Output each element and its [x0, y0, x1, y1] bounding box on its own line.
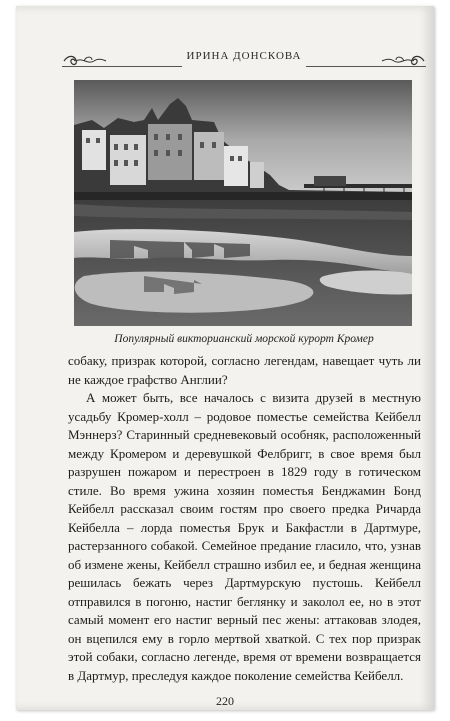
- body-text: [68, 352, 421, 685]
- running-title: ИРИНА ДОНСКОВА: [186, 50, 302, 62]
- running-header: [62, 46, 426, 68]
- right-flourish-ornament-icon: [380, 54, 426, 68]
- page-number: 220: [216, 694, 234, 708]
- figure-caption: Популярный викторианский морской курорт Кромер: [114, 333, 374, 345]
- header-rule-left: [62, 66, 182, 67]
- book-page: [16, 6, 434, 710]
- seaside-resort-illustration: [74, 80, 412, 326]
- paragraph: А может быть, все началось с визита друзей в местную усадьбу Кромер-холл – родовое поместье семейства Кейбелл Мэннерз? Старинный средневековый особняк, расположенный между Кромером и деревушкой Фелбригг, в свое время был разрушен пожаром и перестроен в 1829 году в готическом стиле. Во время ужина хозяин поместья Бенджамин Бонд Кейбелл рассказал своим гостям про своего предка Ричарда Кейбелла – лорда поместья Брук и Бакфастли в Дартмуре, растерзанного собакой. Семейное предание гласило, что, узнав об измене жены, Кейбелл страшно избил ее, и бедная женщина решилась бежать через Дартмурскую пустошь. Кейбелл отправился в погоню, настиг беглянку и заколол ее, но в этот самый момент его настиг верный пес жены: аттаковав злодея, он вцепился ему в горло мертвой хваткой. С тех пор призрак этой собаки, согласно легенде, время от времени возвращается в Дартмур, преследуя каждое поколение семейства Кейбелл.: [68, 390, 421, 683]
- paragraph: собаку, призрак которой, согласно легендам, навещает чуть ли не каждое графство Англии?: [68, 353, 421, 387]
- cromer-seaside-photo: [74, 80, 412, 326]
